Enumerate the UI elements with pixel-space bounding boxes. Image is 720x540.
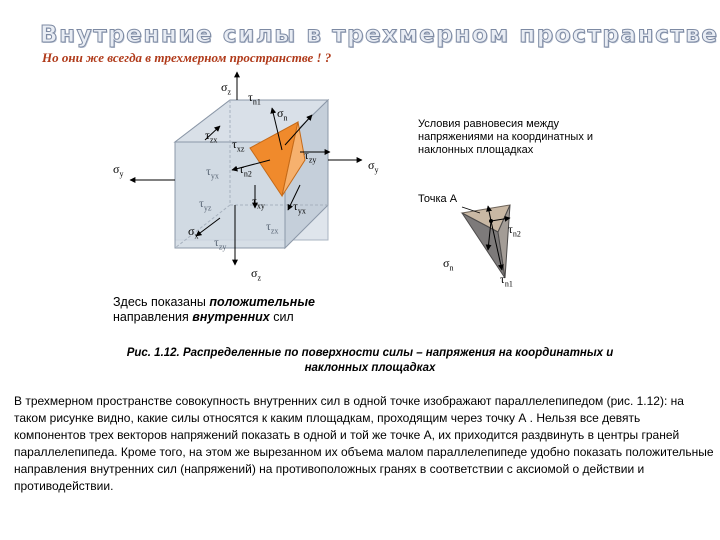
label-tau-xy: $\tau_{xy}$ — [252, 194, 265, 211]
label-tau-xz: $\tau_{xz}$ — [232, 137, 245, 154]
point-a-label: Точка А — [418, 193, 458, 205]
inset-tetrahedron — [462, 205, 510, 278]
label-tau-zy-lower: $\tau_{zy}$ — [214, 235, 227, 252]
label-sigma-y-left: $\sigma_y$ — [113, 162, 124, 179]
label-sigma-x: $\sigma_x$ — [188, 224, 199, 241]
inset-label-tau-n1: $\tau_{n1}$ — [500, 272, 513, 289]
label-tau-zx: $\tau_{zx}$ — [205, 128, 218, 145]
label-tau-zy: $\tau_{zy}$ — [304, 148, 317, 165]
label-tau-yz: $\tau_{yz}$ — [199, 196, 212, 213]
label-sigma-y-right: $\sigma_y$ — [368, 158, 379, 175]
inset-label-sigma-n: $\sigma_n$ — [443, 256, 454, 273]
page-subtitle: Но они же всегда в трехмерном пространстве ! ? — [42, 50, 332, 65]
label-tau-n1: $\tau_{n1}$ — [248, 90, 261, 107]
label-tau-yx: $\tau_{yx}$ — [293, 199, 306, 216]
label-tau-n2: $\tau_{n2}$ — [239, 162, 252, 179]
label-sigma-z-bottom: $\sigma_z$ — [251, 266, 262, 283]
inset-label-tau-n2: $\tau_{n2}$ — [508, 222, 521, 239]
figure-caption: Рис. 1.12. Распределенные по поверхности силы – напряжения на координатных и наклонных площадках — [126, 347, 614, 374]
label-sigma-n: $\sigma_n$ — [277, 106, 288, 123]
label-tau-yx-inner: $\tau_{yx}$ — [206, 164, 219, 181]
body-paragraph: В трехмерном пространстве совокупность внутренних сил в одной точке изображают параллелепипедом (рис. 1.12): на таком рисунке видно, какие силы относятся к каким площадкам, проходящим через точку А . Нельзя все девять компонентов трех векторов напряжений показать в одной и той же точке А, их приходится раздвинуть в центры граней параллелепипеда. Кроме того, на этом же вырезанном их объема малом параллелепипеде удобно показать положительные направления внутренних сил (напряжений) на противоположных гранях в соответствии с аксиомой о действии и противодействии. — [14, 394, 714, 493]
page-title: Внутренние силы в трехмерном пространстве — [40, 22, 719, 48]
label-tau-zx-lower: $\tau_{zx}$ — [266, 219, 279, 236]
equilibrium-note: Условия равновесия между напряжениями на координатных и наклонных площадках — [418, 118, 594, 156]
label-sigma-z-top: $\sigma_z$ — [221, 80, 232, 97]
positive-directions-note: Здесь показаны положительные направления внутренних сил — [113, 295, 315, 324]
